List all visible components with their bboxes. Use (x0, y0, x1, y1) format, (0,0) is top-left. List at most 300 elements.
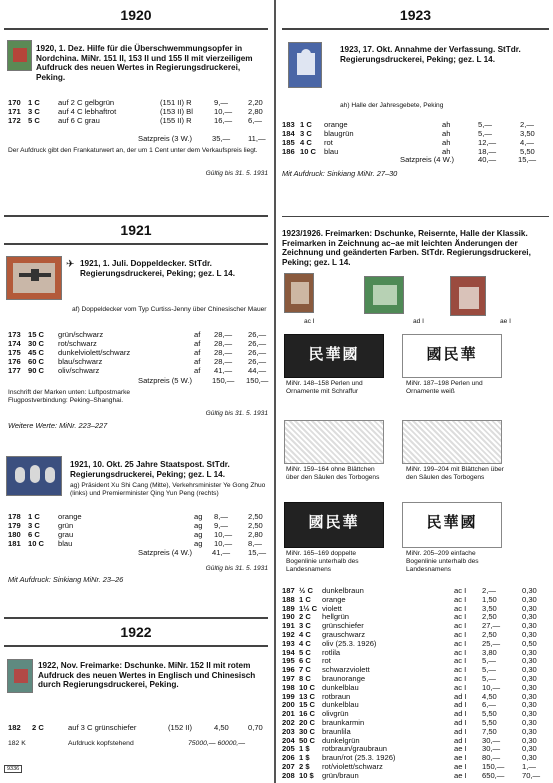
price-row (8, 348, 270, 357)
price-row (282, 744, 550, 753)
cell-nr: 190 (282, 612, 295, 622)
cell-val: 6 C (28, 530, 40, 539)
cell-ref: ag (194, 512, 203, 521)
price-row (282, 604, 550, 613)
issue-text-1923-26: 1923/1926. Freimarken: Dschunke, Reisernte, Halle der Klassik. Freimarken in Zeichnung ac–ae mit leichten Änderungen der Zeichnung und geänderten Farben. StTdr. Regierungsdruckerei, Peking; gez. L 14. (282, 229, 531, 267)
cell-nr: 181 (8, 539, 21, 548)
cell-ref: ac I (454, 674, 467, 683)
column-divider (274, 0, 276, 783)
cell-val: 1 C (28, 98, 40, 107)
caption-1923: ah) Halle der Jahresgebete, Peking (340, 102, 444, 109)
cell-nr: 203 (282, 726, 295, 736)
cell-used: 0,30 (522, 656, 537, 666)
cell-mint: 5,— (482, 656, 496, 666)
cell-desc: grün (58, 521, 74, 530)
design-detail-187: 國民華 (402, 334, 502, 378)
stamp-label-ad: ad I (413, 318, 424, 325)
cell-used: 26,— (248, 348, 267, 357)
price-row (8, 512, 270, 521)
price-row (8, 339, 270, 348)
cell-mint: 28,— (214, 339, 233, 348)
cell-desc: rotbraun (322, 691, 351, 701)
cell-val: 16 C (299, 709, 316, 719)
design-caption-2: MiNr. 187–198 Perlen und Ornamente weiß (406, 380, 483, 395)
cell-val: 3 C (28, 107, 40, 116)
cell-mint: 12,— (478, 138, 497, 147)
cell-val: 4 C (299, 630, 311, 639)
cell-mint: 16,— (214, 116, 233, 125)
cell-nr: 189 (282, 603, 295, 613)
cell-mint: 10,— (482, 682, 501, 692)
cell-desc: auf 2 C gelbgrün (58, 98, 115, 107)
cell-ref: ad I (454, 691, 467, 701)
cell-ref: af (194, 366, 201, 375)
cell-ref: ad I (454, 726, 467, 736)
cell-used: 2,50 (248, 512, 263, 521)
cell-used: 2,50 (248, 521, 263, 530)
price-row (282, 753, 550, 762)
set-label: Satzpreis (5 W.) (138, 376, 193, 385)
junk-stamp-image (7, 659, 33, 693)
price-row (282, 120, 550, 129)
cell-mint: 28,— (214, 357, 233, 366)
cell-nr: 170 (8, 98, 21, 107)
cell-used: 3,50 (520, 129, 535, 138)
cell-used: 2,20 (248, 98, 263, 107)
price-row (8, 98, 270, 107)
right-column (278, 0, 553, 783)
cell-mint: 650,— (482, 770, 505, 780)
cell-mint: 25,— (482, 638, 501, 648)
cell-nr: 197 (282, 674, 295, 683)
more-values-1921: Weitere Werte: MiNr. 223–227 (8, 421, 108, 430)
price-row (282, 665, 550, 674)
stamp-label-ac: ac I (304, 318, 315, 325)
cell-desc: orange (58, 512, 82, 521)
cell-ref: ac I (454, 647, 467, 657)
cell-nr: 171 (8, 107, 21, 116)
cell-ref: ag (194, 530, 203, 539)
cell-val: 5 C (299, 647, 311, 657)
cell-used: 0,30 (522, 744, 537, 754)
price-row (282, 630, 550, 639)
cell-desc: dunkelblau (322, 700, 359, 710)
cell-used: 0,30 (522, 691, 537, 701)
cell-desc: grün/braun (322, 770, 359, 780)
cell-nr: 205 (282, 744, 295, 754)
design-detail-159 (284, 420, 384, 464)
design-caption-1: MiNr. 148–158 Perlen und Ornamente mit Schraffur (286, 380, 363, 395)
cell-mint: 18,— (478, 147, 497, 156)
cell-desc: violett (322, 603, 342, 613)
cell-used: 0,30 (522, 612, 537, 622)
cell-used: 0,30 (522, 665, 537, 675)
cell-nr: 199 (282, 691, 295, 701)
price-row (282, 586, 550, 595)
cell-ref: ah (442, 120, 451, 129)
cell-ref: ac I (454, 656, 467, 666)
cell-val: 20 C (299, 718, 316, 727)
cell-desc: blaugrün (324, 129, 354, 138)
cell-ref: ae I (454, 770, 467, 780)
cell-mint: 1,50 (482, 594, 497, 604)
cell-mint: 28,— (214, 348, 233, 357)
cell-val: 3 C (28, 521, 40, 530)
cell-ref: ad I (454, 700, 467, 710)
cell-desc: blau (324, 147, 339, 156)
cell-ref: af (194, 348, 201, 357)
cell-desc: oliv/schwarz (58, 366, 100, 375)
cell-val: 30 C (299, 726, 316, 736)
cell-nr: 191 (282, 621, 295, 631)
price-row (282, 762, 550, 771)
cell-val: 3 C (299, 621, 311, 631)
cell-mint: 27,— (482, 621, 501, 631)
cell-val: 90 C (28, 366, 45, 375)
cell-mint: 2,50 (482, 630, 497, 639)
price-row (8, 330, 270, 339)
price-row (282, 700, 550, 709)
cell-nr: 172 (8, 116, 21, 125)
cell-desc: orange (324, 120, 348, 129)
design-detail-165: 國民華 (284, 502, 384, 548)
cell-used: 0,50 (522, 638, 537, 648)
cell-desc: grün/schwarz (58, 330, 104, 339)
caption-1921b: ag) Präsident Xu Shi Cang (Mitte), Verkehrsminister Ye Gong Zhuo (links) und Premierminister Qing Yun Peng (rechts) (70, 482, 266, 497)
price-row (282, 727, 550, 736)
price-row (282, 718, 550, 727)
cell-nr: 188 (282, 594, 295, 604)
cell-ref: ae I (454, 753, 467, 763)
design-caption-4: MiNr. 199–204 mit Blättchen über den Säulen des Torbogens (406, 466, 504, 481)
price-row (8, 521, 270, 530)
set-label: Satzpreis (4 W.) (138, 548, 193, 557)
design-detail-205: 民華國 (402, 502, 502, 548)
cell-used: 1,— (522, 762, 536, 771)
cell-ref: ag (194, 521, 203, 530)
issue-text-1921b: 1921, 10. Okt. 25 Jahre Staatspost. StTdr. Regierungsdruckerei, Peking; gez. L 14. (70, 460, 230, 479)
set-used: 15,— (248, 548, 267, 557)
cell-desc: orange (322, 594, 346, 604)
price-row (282, 674, 550, 683)
cell-mint: 10,— (214, 107, 233, 116)
cell-ref: ac I (454, 603, 467, 613)
cell-used: 0,30 (522, 586, 537, 595)
left-column (0, 0, 272, 783)
cell-used: 44,— (248, 366, 267, 375)
cell-ref: ad I (454, 735, 467, 745)
temple-stamp-image (450, 276, 486, 316)
anniversary-stamp-image (6, 456, 62, 496)
cell-used: 0,30 (522, 682, 537, 692)
cell-val: 1 C (299, 594, 311, 604)
cell-used: 70,— (522, 770, 541, 780)
cell-ref: ae I (454, 744, 467, 754)
cell-mint: 10,— (214, 530, 233, 539)
cell-nr: 196 (282, 665, 295, 675)
price-row (8, 116, 270, 125)
cell-val: 15 C (299, 700, 316, 710)
cell-val: 6 C (299, 656, 311, 666)
cell-desc: auf 6 C grau (58, 116, 100, 125)
cell-desc: schwarzviolett (322, 665, 370, 675)
valid-1920: Gültig bis 31. 5. 1931 (205, 170, 268, 177)
cell-nr: 198 (282, 682, 295, 692)
cell-ref: ac I (454, 665, 467, 675)
design-detail-148: 民華國 (284, 334, 384, 378)
cell-desc: rotlila (322, 647, 341, 657)
cell-desc: olivgrün (322, 709, 349, 719)
cell-val: 1 C (28, 512, 40, 521)
cell-val: 1½ C (299, 603, 318, 613)
cell-used: 5,50 (520, 147, 535, 156)
issue-text-1923: 1923, 17. Okt. Annahme der Verfassung. StTdr. Regierungsdruckerei, Peking; gez. L 14. (340, 45, 521, 64)
cell-used: 0,30 (522, 718, 537, 727)
cell-used: 6,— (248, 116, 262, 125)
cell-ref: (151 II) R (160, 98, 192, 107)
set-mint: 41,— (212, 548, 231, 557)
cell-desc: blau (58, 539, 73, 548)
cell-nr: 200 (282, 700, 295, 710)
cell-mint: 80,— (482, 753, 501, 763)
cell-used: 8,— (248, 539, 262, 548)
cell-used: 2,80 (248, 107, 263, 116)
overprint-1921b: Mit Aufdruck: Sinkiang MiNr. 23–26 (8, 575, 124, 584)
cell-val: 10 C (299, 682, 316, 692)
caption-1921a: af) Doppeldecker vom Typ Curtiss-Jenny über Chinesischer Mauer (72, 306, 267, 313)
set-mint: 35,— (212, 134, 231, 143)
cell-val: 2 $ (299, 762, 310, 771)
cell-desc: braunlila (322, 726, 351, 736)
cell-ref: ac I (454, 621, 467, 631)
cell-desc: oliv (25.3. 1926) (322, 638, 377, 648)
cell-desc: braun/rot (25.3. 1926) (322, 753, 396, 763)
price-row (8, 530, 270, 539)
cell-val: ½ C (299, 586, 313, 595)
price-row (282, 656, 550, 665)
cell-desc: blau/schwarz (58, 357, 103, 366)
cell-used: 2,— (520, 120, 534, 129)
cell-mint: 5,— (478, 120, 492, 129)
price-row (282, 771, 550, 780)
cell-nr: 179 (8, 521, 21, 530)
price-row (282, 612, 550, 621)
cell-mint: 3,80 (482, 647, 497, 657)
cell-nr: 184 (282, 129, 295, 138)
cell-val: 1 $ (299, 744, 310, 754)
price-row (282, 595, 550, 604)
cell-nr: 180 (8, 530, 21, 539)
cell-mint: 5,— (478, 129, 492, 138)
price-row (282, 129, 550, 138)
cell-desc: braunorange (322, 674, 366, 683)
cell-nr: 178 (8, 512, 21, 521)
cell-val: 3 C (300, 129, 312, 138)
section-divider (282, 216, 549, 217)
price-row-182: 182 2 C auf 3 C grünschiefer (152 II) 4,50 0,70 (8, 723, 263, 732)
design-detail-199 (402, 420, 502, 464)
cell-mint: 6,— (482, 700, 496, 710)
cell-nr: 177 (8, 366, 21, 375)
note-1920: Der Aufdruck gibt den Frankaturwert an, der um 1 Cent unter dem Verkaufspreis liegt. (8, 147, 258, 154)
cell-mint: 5,50 (482, 709, 497, 719)
cell-ref: ac I (454, 630, 467, 639)
issue-text-1922: 1922, Nov. Freimarke: Dschunke. MiNr. 152 II mit rotem Aufdruck des neuen Wertes in Englisch und Chinesisch durch Regierungsdruckerei, Peking. (38, 661, 256, 689)
price-table-1920 (8, 98, 270, 138)
price-row (282, 692, 550, 701)
cell-val: 4 C (299, 638, 311, 648)
cell-used: 0,30 (522, 709, 537, 719)
cell-val: 7 C (299, 665, 311, 675)
cell-ref: ac I (454, 586, 467, 595)
airplane-stamp-image (6, 256, 62, 300)
price-row (282, 639, 550, 648)
cell-mint: 3,50 (482, 603, 497, 613)
issue-text-1920: 1920, 1. Dez. Hilfe für die Überschwemmungsopfer in Nordchina. MiNr. 151 II, 153 II und 155 II mit vierzeiligem Aufdruck des neuen Wertes in Regierungsdruckerei, Peking. (36, 44, 253, 82)
price-row-182k: 182 K Aufdruck kopfstehend 75000,— 60000,— (8, 740, 246, 747)
cell-val: 13 C (299, 691, 316, 701)
cell-nr: 175 (8, 348, 21, 357)
cell-val: 2 C (299, 612, 311, 622)
cell-used: 0,30 (522, 621, 537, 631)
cell-desc: rot/violett/schwarz (322, 762, 383, 771)
airplane-icon: ✈ (66, 259, 75, 270)
cell-ref: ah (442, 138, 451, 147)
price-row (282, 683, 550, 692)
cell-mint: 5,— (482, 674, 496, 683)
cell-used: 2,80 (248, 530, 263, 539)
cell-mint: 4,50 (482, 691, 497, 701)
cell-val: 5 C (28, 116, 40, 125)
cell-ref: af (194, 339, 201, 348)
cell-val: 4 C (300, 138, 312, 147)
cell-used: 0,30 (522, 700, 537, 710)
cell-used: 0,30 (522, 726, 537, 736)
cell-ref: ac I (454, 612, 467, 622)
cell-mint: 8,— (214, 512, 228, 521)
cell-nr: 173 (8, 330, 21, 339)
cell-desc: rot (322, 656, 331, 666)
cell-used: 0,30 (522, 647, 537, 657)
cell-mint: 30,— (482, 735, 501, 745)
set-price-1920 (8, 134, 270, 143)
cell-desc: dunkelbraun (322, 586, 364, 595)
cell-ref: ac I (454, 638, 467, 648)
cell-val: 50 C (299, 735, 316, 745)
set-price-1921b (8, 548, 270, 557)
overprint-1923: Mit Aufdruck: Sinkiang MiNr. 27–30 (282, 169, 398, 178)
cell-desc: auf 4 C lebhaftrot (58, 107, 117, 116)
constitution-stamp-image (288, 42, 322, 88)
cell-nr: 204 (282, 735, 295, 745)
cell-mint: 41,— (214, 366, 233, 375)
price-row (8, 539, 270, 548)
cell-desc: rotbraun/graubraun (322, 744, 388, 754)
set-mint: 150,— (212, 376, 235, 385)
cell-mint: 5,— (482, 665, 496, 675)
cell-val: 30 C (28, 339, 45, 348)
cell-used: 26,— (248, 330, 267, 339)
cell-ref: af (194, 330, 201, 339)
valid-1921a: Gültig bis 31. 5. 1931 (205, 410, 268, 417)
cell-mint: 9,— (214, 521, 228, 530)
cell-nr: 187 (282, 586, 295, 595)
cell-desc: braunkarmin (322, 718, 365, 727)
set-label: Satzpreis (4 W.) (400, 155, 455, 164)
cell-used: 26,— (248, 357, 267, 366)
cell-desc: dunkelgrün (322, 735, 360, 745)
issue-text-1921a: 1921, 1. Juli. Doppeldecker. StTdr. Regierungsdruckerei, Peking; gez. L 14. (80, 259, 236, 278)
set-used: 11,— (248, 134, 266, 143)
cell-used: 26,— (248, 339, 267, 348)
cell-mint: 5,50 (482, 718, 497, 727)
cell-nr: 208 (282, 770, 295, 780)
cell-nr: 194 (282, 647, 295, 657)
cell-ref: (155 II) R (160, 116, 192, 125)
cell-mint: 2,50 (482, 612, 497, 622)
cell-nr: 183 (282, 120, 295, 129)
cell-val: 1 C (300, 120, 312, 129)
cell-mint: 2,— (482, 586, 496, 595)
cell-nr: 195 (282, 656, 295, 666)
cell-desc: rot/schwarz (58, 339, 97, 348)
year-header-1923: 1923 (282, 2, 549, 30)
junk-stamp-image (284, 273, 314, 313)
cell-used: 0,30 (522, 630, 537, 639)
cell-mint: 30,— (482, 744, 501, 754)
cell-nr: 185 (282, 138, 295, 147)
cell-used: 0,30 (522, 594, 537, 604)
cell-nr: 186 (282, 147, 295, 156)
set-price-1923 (282, 155, 550, 164)
cell-ref: ag (194, 539, 203, 548)
cell-desc: dunkelviolett/schwarz (58, 348, 131, 357)
price-row (282, 736, 550, 745)
cell-used: 0,30 (522, 603, 537, 613)
cell-val: 45 C (28, 348, 45, 357)
note-1921a: Inschrift der Marken unten: Luftpostmarke Flugpostverbindung: Peking–Shanghai. (8, 389, 131, 404)
price-row (8, 366, 270, 375)
cell-desc: dunkelblau (322, 682, 359, 692)
set-used: 150,— (246, 376, 269, 385)
cell-desc: grau (58, 530, 74, 539)
cell-used: 0,30 (522, 735, 537, 745)
cell-ref: ad I (454, 709, 467, 719)
cell-ref: af (194, 357, 201, 366)
price-row (8, 107, 270, 116)
cell-desc: hellgrün (322, 612, 350, 622)
cell-ref: ah (442, 147, 451, 156)
set-mint: 40,— (478, 155, 497, 164)
cell-mint: 150,— (482, 762, 505, 771)
cell-nr: 206 (282, 753, 295, 763)
cell-val: 1 $ (299, 753, 310, 763)
cell-nr: 174 (8, 339, 21, 348)
cell-used: 4,— (520, 138, 534, 147)
cell-nr: 192 (282, 630, 295, 639)
cell-nr: 201 (282, 709, 295, 719)
cell-nr: 176 (8, 357, 21, 366)
cell-ref: ac I (454, 682, 467, 692)
cell-mint: 10,— (214, 539, 233, 548)
cell-mint: 9,— (214, 98, 228, 107)
price-row (282, 621, 550, 630)
stamp-image-1920 (7, 40, 32, 71)
cell-val: 10 C (28, 539, 45, 548)
cell-nr: 202 (282, 718, 295, 727)
cell-val: 10 C (300, 147, 317, 156)
cell-nr: 207 (282, 762, 295, 771)
